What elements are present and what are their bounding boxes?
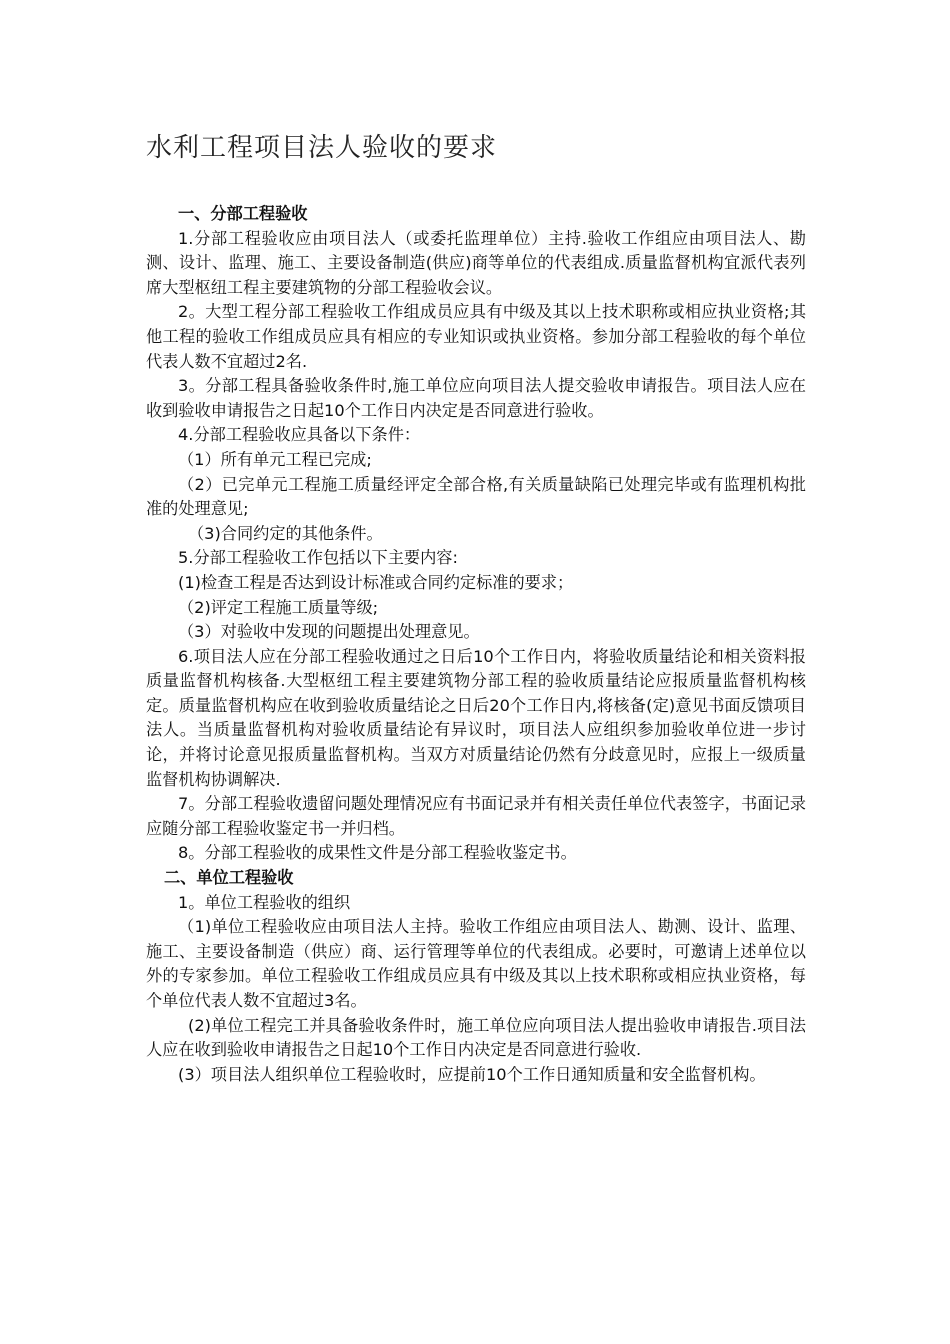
paragraph: 4.分部工程验收应具备以下条件： (178, 425, 421, 445)
paragraph: 6.项目法人应在分部工程验收通过之日后10个工作日内，将验收质量结论和相关资料报质量监督机构核备.大型枢纽工程主要建筑物分部工程的验收质量结论应报质量监督机构核定。质量监督机构应在收到验收质量结论之日后20个工作日内,将核备(定)意见书面反馈项目法人。当质量监督机构对验收质量结论有异议时，项目法人应组织参加验收单位进一步讨论，并将讨论意见报质量监督机构。当双方对质量结论仍然有分歧意见时，应报上一级质量监督机构协调解决. (146, 646, 806, 789)
paragraph: 1.分部工程验收应由项目法人（或委托监理单位）主持.验收工作组应由项目法人、勘测、设计、监理、施工、主要设备制造(供应)商等单位的代表组成.质量监督机构宜派代表列席大型枢纽工程主要建筑物的分部工程验收会议。 (146, 228, 806, 297)
paragraph: （3）对验收中发现的问题提出处理意见。 (178, 622, 480, 642)
paragraph: 8。分部工程验收的成果性文件是分部工程验收鉴定书。 (178, 843, 577, 863)
paragraph: （3)合同约定的其他条件。 (188, 523, 383, 543)
paragraph: （2)评定工程施工质量等级; (178, 597, 379, 617)
paragraph: 5.分部工程验收工作包括以下主要内容: (178, 548, 458, 568)
paragraph: 7。分部工程验收遗留问题处理情况应有书面记录并有相关责任单位代表签字，书面记录应随分部工程验收鉴定书一并归档。 (146, 794, 806, 838)
paragraph: 3。分部工程具备验收条件时,施工单位应向项目法人提交验收申请报告。项目法人应在收到验收申请报告之日起10个工作日内决定是否同意进行验收。 (146, 376, 806, 420)
paragraph: （1）所有单元工程已完成; (178, 449, 372, 469)
section-heading: 二、单位工程验收 (164, 868, 294, 888)
document-body (146, 202, 806, 1087)
section-heading: 一、分部工程验收 (178, 204, 308, 223)
paragraph: (3）项目法人组织单位工程验收时，应提前10个工作日通知质量和安全监督机构。 (178, 1064, 766, 1084)
paragraph: 2。大型工程分部工程验收工作组成员应具有中级及其以上技术职称或相应执业资格;其他工程的验收工作组成员应具有相应的专业知识或执业资格。参加分部工程验收的每个单位代表人数不宜超过2名. (146, 302, 806, 371)
paragraph: (2)单位工程完工并具备验收条件时，施工单位应向项目法人提出验收申请报告.项目法人应在收到验收申请报告之日起10个工作日内决定是否同意进行验收. (146, 1015, 806, 1060)
document-title: 水利工程项目法人验收的要求 (146, 133, 498, 163)
paragraph: （2）已完单元工程施工质量经评定全部合格,有关质量缺陷已处理完毕或有监理机构批准的处理意见; (146, 474, 806, 519)
paragraph: (1)检查工程是否达到设计标准或合同约定标准的要求； (178, 572, 574, 592)
paragraph: 1。单位工程验收的组织 (178, 892, 351, 912)
document-page (146, 128, 806, 1087)
paragraph: （1)单位工程验收应由项目法人主持。验收工作组应由项目法人、勘测、设计、监理、施工、主要设备制造（供应）商、运行管理等单位的代表组成。必要时，可邀请上述单位以外的专家参加。单位工程验收工作组成员应具有中级及其以上技术职称或相应执业资格，每个单位代表人数不宜超过3名。 (146, 917, 806, 1010)
